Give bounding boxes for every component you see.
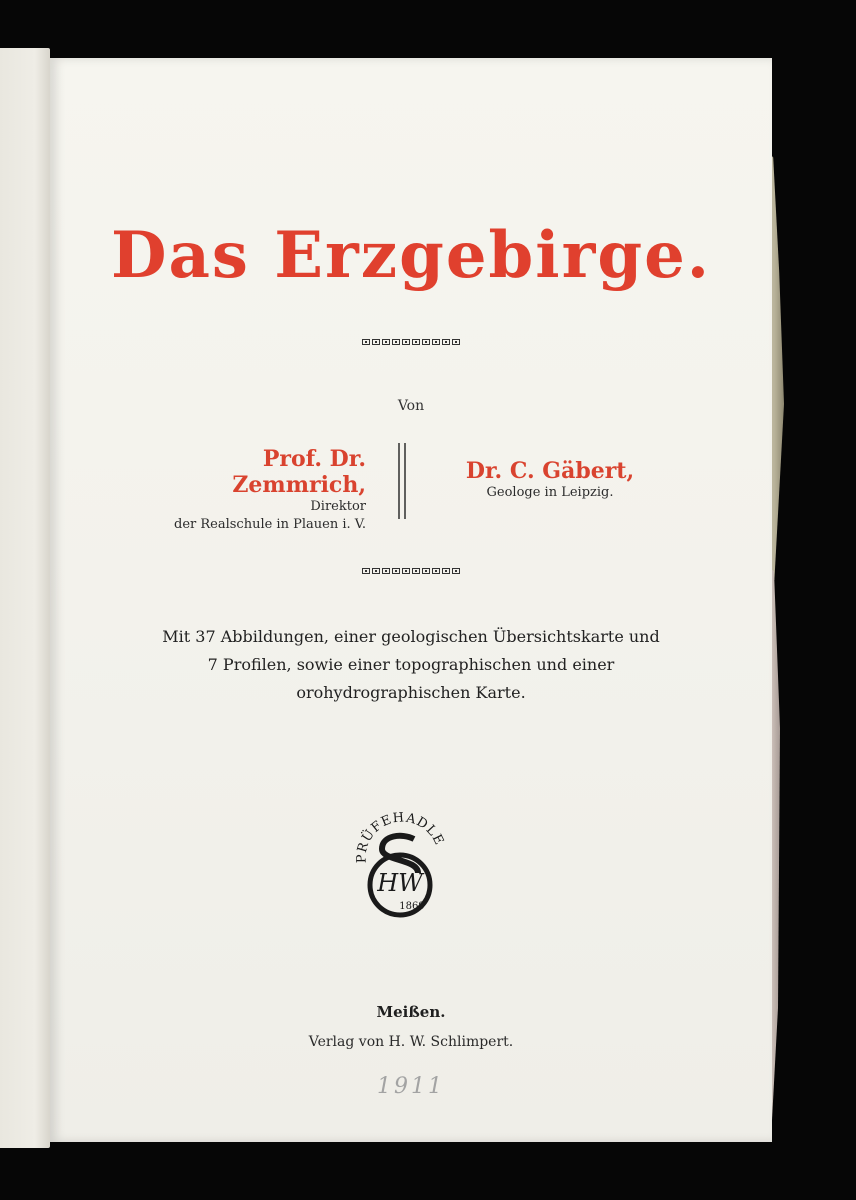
byline: Von bbox=[397, 398, 425, 414]
author-1-role-line-2: der Realschule in Plauen i. V. bbox=[174, 517, 366, 532]
publisher-monogram-seal-icon bbox=[352, 793, 448, 923]
ornament-divider-top bbox=[50, 339, 772, 345]
author-2 bbox=[450, 458, 650, 502]
logo-year: 1869 bbox=[399, 901, 425, 912]
publisher-name: Verlag von H. W. Schlimpert. bbox=[308, 1034, 514, 1050]
author-1-role-line-1: Direktor bbox=[310, 499, 366, 514]
ornament-divider-bottom bbox=[50, 568, 772, 574]
description-line-2: 7 Profilen, sowie einer topographischen und einer bbox=[207, 655, 615, 674]
logo-arc-text: PRÜFEHADLE bbox=[354, 810, 447, 864]
logo-monogram: HW bbox=[377, 869, 423, 897]
left-page-edge bbox=[0, 48, 50, 1148]
description-line-3: orohydrographischen Karte. bbox=[296, 683, 526, 702]
title-page bbox=[50, 58, 772, 1142]
author-2-role-line-1: Geologe in Leipzig. bbox=[486, 485, 614, 500]
publication-place: Meißen. bbox=[376, 1003, 446, 1021]
author-divider-lines bbox=[397, 443, 407, 519]
book-title: Das Erzgebirge. bbox=[110, 218, 712, 293]
description bbox=[50, 623, 772, 707]
handwritten-year-note: 1911 bbox=[377, 1074, 445, 1099]
author-1-name: Prof. Dr. Zemmrich, bbox=[232, 446, 366, 498]
author-2-name: Dr. C. Gäbert, bbox=[465, 458, 635, 484]
author-1 bbox=[146, 446, 366, 534]
description-line-1: Mit 37 Abbildungen, einer geologischen Übersichtskarte und bbox=[162, 627, 660, 646]
